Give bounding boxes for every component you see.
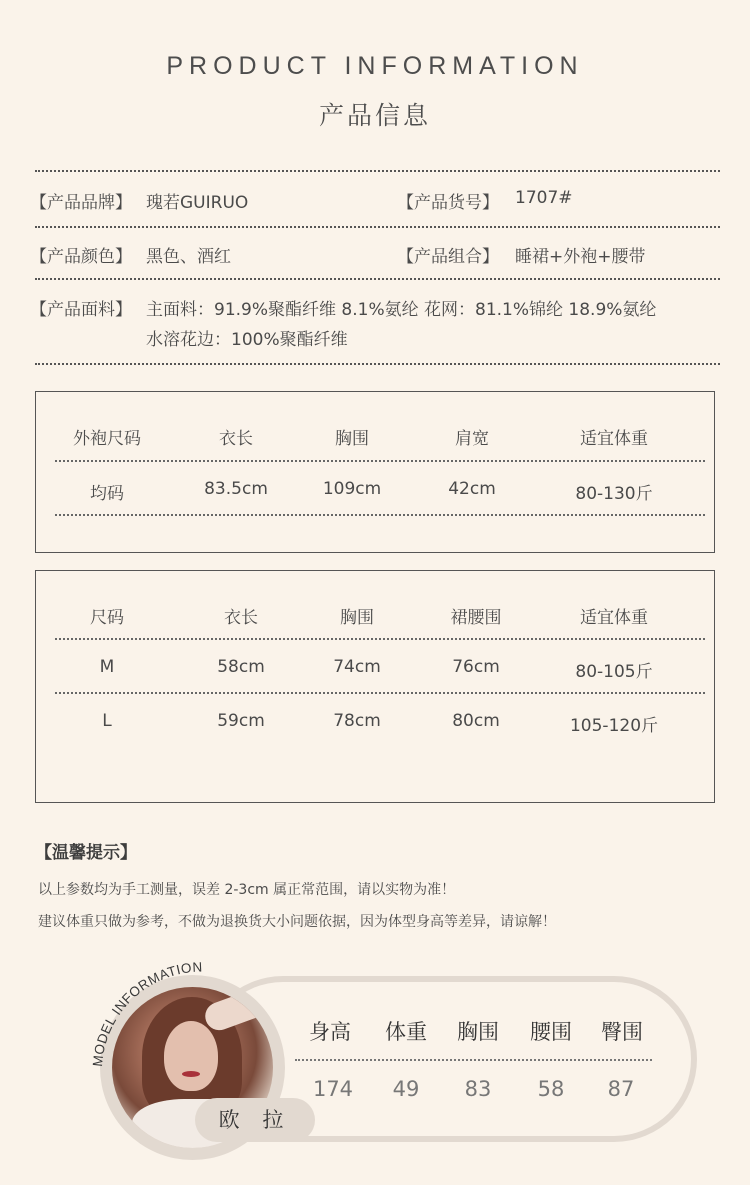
model-value-bust: 83 bbox=[464, 1077, 492, 1101]
dress-cell-l-weight: 105-120斤 bbox=[569, 716, 659, 736]
sku-label: 【产品货号】 bbox=[397, 193, 499, 213]
dress-cell-m-bust: 74cm bbox=[333, 657, 381, 677]
brand-value: 瑰若GUIRUO bbox=[146, 193, 249, 213]
tips-title: 【温馨提示】 bbox=[35, 843, 137, 863]
divider bbox=[35, 363, 720, 365]
tips-line-2: 建议体重只做为参考，不做为退换货大小问题依据，因为体型身高等差异，请谅解！ bbox=[38, 914, 556, 930]
divider bbox=[35, 278, 720, 280]
model-header-waist: 腰围 bbox=[530, 1020, 572, 1044]
robe-header-length: 衣长 bbox=[219, 429, 253, 449]
fabric-line2: 水溶花边：100%聚酯纤维 bbox=[146, 330, 348, 350]
tips-line-1: 以上参数均为手工测量，误差 2-3cm 属正常范围，请以实物为准！ bbox=[38, 882, 456, 898]
robe-cell-bust: 109cm bbox=[322, 479, 382, 499]
robe-header-divider bbox=[55, 460, 705, 462]
dress-header-bust: 胸围 bbox=[340, 608, 374, 628]
combo-label: 【产品组合】 bbox=[397, 247, 499, 267]
model-value-height: 174 bbox=[312, 1077, 354, 1101]
robe-cell-length: 83.5cm bbox=[204, 479, 268, 499]
model-header-height: 身高 bbox=[309, 1020, 351, 1044]
model-name: 欧 拉 bbox=[195, 1098, 315, 1142]
dress-cell-m-waist: 76cm bbox=[452, 657, 500, 677]
model-header-bust: 胸围 bbox=[457, 1020, 499, 1044]
robe-header-weight: 适宜体重 bbox=[580, 429, 648, 449]
fabric-label: 【产品面料】 bbox=[30, 300, 132, 320]
divider bbox=[35, 226, 720, 228]
model-header-hip: 臀围 bbox=[601, 1020, 643, 1044]
robe-row-divider bbox=[55, 514, 705, 516]
combo-value: 睡裙+外袍+腰带 bbox=[515, 247, 646, 267]
robe-header-bust: 胸围 bbox=[335, 429, 369, 449]
model-information-arc-label bbox=[80, 955, 310, 1085]
dress-cell-l-waist: 80cm bbox=[452, 711, 500, 731]
dress-header-size: 尺码 bbox=[90, 608, 124, 628]
dress-header-length: 衣长 bbox=[224, 608, 258, 628]
dress-cell-m-weight: 80-105斤 bbox=[575, 662, 653, 682]
dress-cell-m-length: 58cm bbox=[217, 657, 265, 677]
model-value-hip: 87 bbox=[607, 1077, 635, 1101]
model-header-weight: 体重 bbox=[385, 1020, 427, 1044]
arc-label-text: MODEL INFORMATION bbox=[89, 959, 203, 1068]
dress-cell-l-size: L bbox=[102, 711, 112, 731]
svg-text:MODEL INFORMATION bbox=[90, 959, 203, 1067]
model-value-waist: 58 bbox=[537, 1077, 565, 1101]
dress-cell-m-size: M bbox=[99, 657, 115, 677]
model-divider bbox=[295, 1059, 652, 1061]
robe-size-table bbox=[35, 391, 715, 553]
color-label: 【产品颜色】 bbox=[30, 247, 132, 267]
sku-value: 1707# bbox=[515, 188, 573, 208]
dress-cell-l-bust: 78cm bbox=[333, 711, 381, 731]
dress-row-divider bbox=[55, 692, 705, 694]
robe-cell-shoulder: 42cm bbox=[448, 479, 496, 499]
title-cn: 产品信息 bbox=[318, 101, 431, 130]
dress-header-divider bbox=[55, 638, 705, 640]
title-en: PRODUCT INFORMATION bbox=[166, 52, 584, 80]
robe-header-shoulder: 肩宽 bbox=[455, 429, 489, 449]
brand-label: 【产品品牌】 bbox=[30, 193, 132, 213]
robe-cell-weight: 80-130斤 bbox=[575, 484, 653, 504]
robe-cell-size: 均码 bbox=[90, 484, 124, 504]
divider bbox=[35, 170, 720, 172]
dress-header-waist: 裙腰围 bbox=[450, 608, 502, 628]
robe-header-size: 外袍尺码 bbox=[73, 429, 141, 449]
model-value-weight: 49 bbox=[392, 1077, 420, 1101]
dress-header-weight: 适宜体重 bbox=[580, 608, 648, 628]
dress-cell-l-length: 59cm bbox=[217, 711, 265, 731]
color-value: 黑色、酒红 bbox=[146, 247, 231, 267]
fabric-line1: 主面料：91.9%聚酯纤维 8.1%氨纶 花网：81.1%锦纶 18.9%氨纶 bbox=[146, 300, 657, 320]
